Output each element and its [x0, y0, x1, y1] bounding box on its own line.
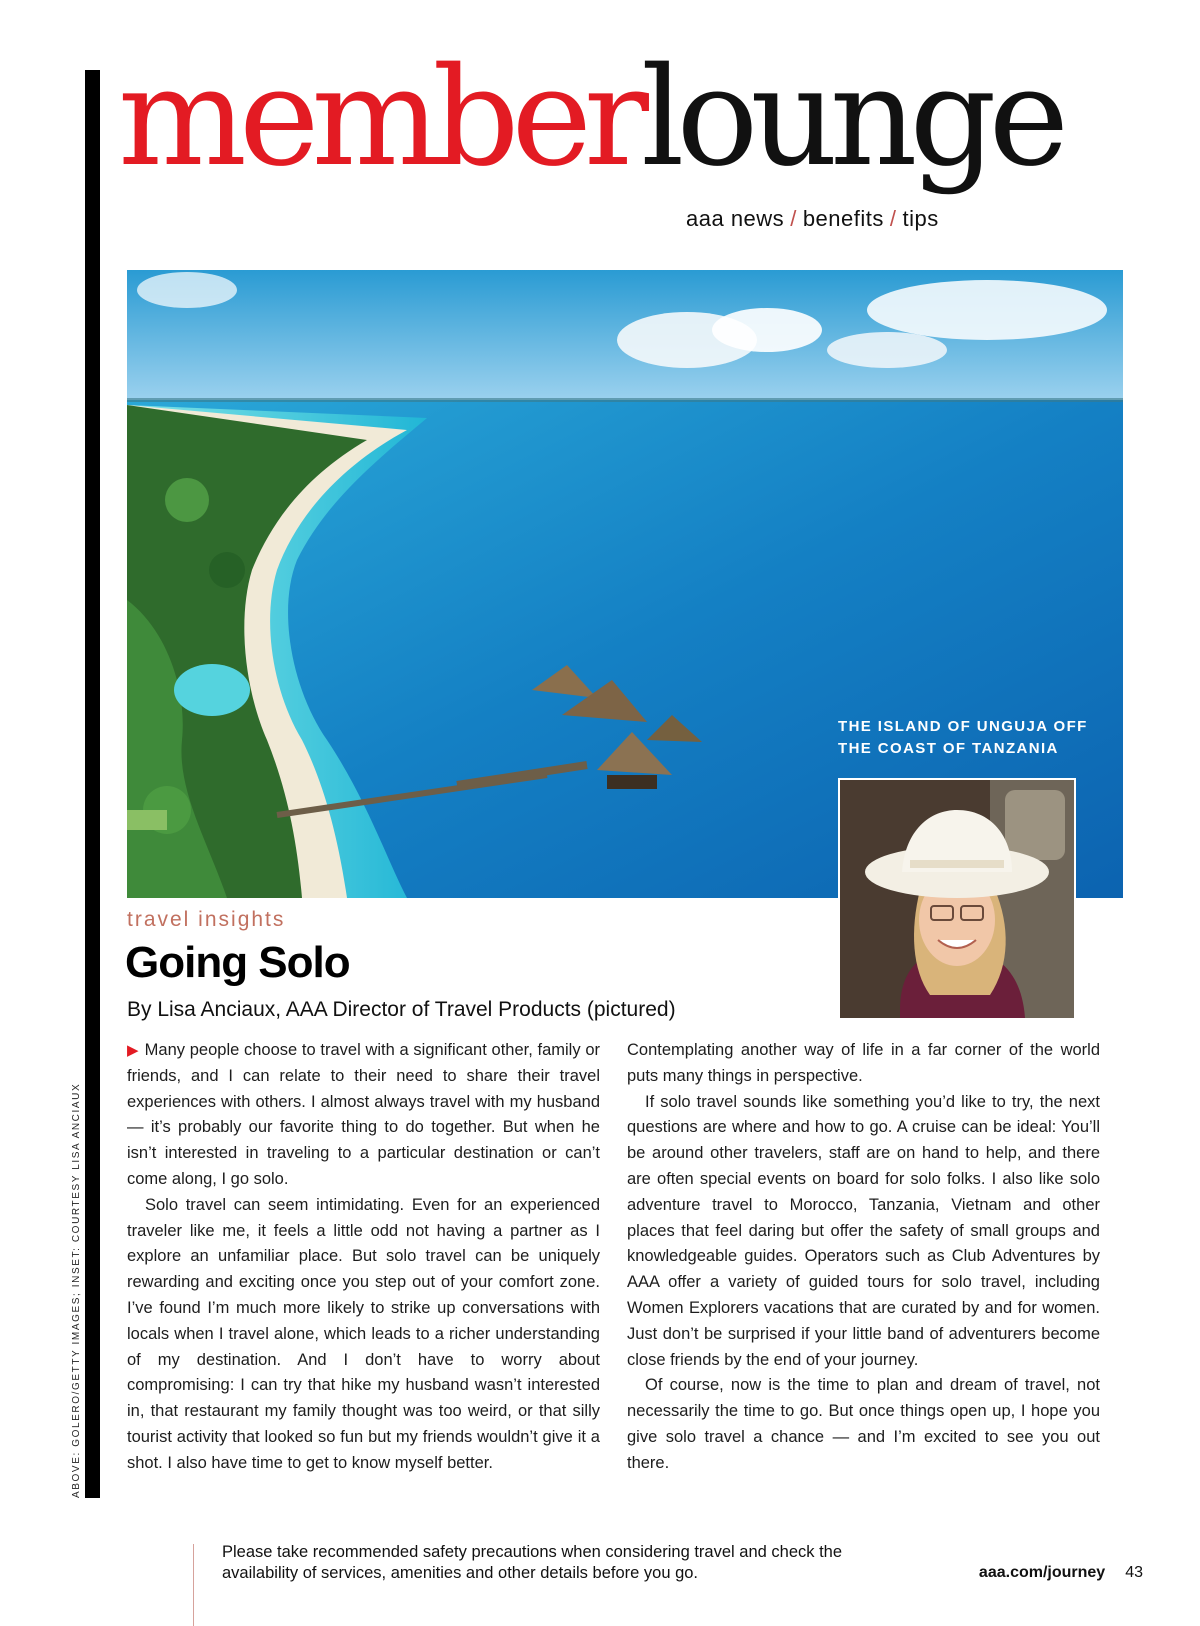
paragraph: If solo travel sounds like something you’d like to try, the next questions are where and how to go. A cruise can be ideal: You’ll be around other travelers, staff are on hand to help, and there are often special events on board for solo folks. I also like solo adventure travel to Morocco, Tanzania, Vietnam and other places that feel daring but offer the safety of small groups and knowledgeable guides. Operators such as Club Adventures by AAA offer a variety of guided tours for solo travel, including Women Explorers vacations that are curated by and for women. Just don’t be surprised if your little band of adventurers become close friends by the end of your journey. — [627, 1092, 1100, 1369]
title-member: member — [118, 39, 641, 197]
article-headline: Going Solo — [125, 938, 350, 987]
footer-url[interactable]: aaa.com/journey — [978, 1564, 1106, 1581]
paragraph — [127, 1038, 600, 1193]
section-subtitle — [686, 206, 939, 232]
author-photo-illustration — [840, 780, 1074, 1018]
article-column-2 — [627, 1038, 1100, 1477]
subtitle-separator: / — [790, 206, 797, 231]
photo-caption: THE ISLAND OF UNGUJA OFF THE COAST OF TANZANIA — [838, 718, 1088, 757]
footnote-rule — [193, 1544, 194, 1626]
section-title — [118, 39, 1062, 197]
article-byline: By Lisa Anciaux, AAA Director of Travel Products (pictured) — [127, 998, 676, 1021]
safety-note: Please take recommended safety precautions when considering travel and check the availability of services, amenities and other details before you go. — [222, 1543, 843, 1582]
article-column-1 — [127, 1038, 600, 1477]
bullet-triangle-icon: ▶ — [127, 1042, 139, 1059]
paragraph: Of course, now is the time to plan and dream of travel, not necessarily the time to go. But once things open up, I hope you give solo travel a chance — and I’m excited to see you out there. — [627, 1376, 1100, 1472]
subtitle-tips: tips — [902, 206, 939, 231]
page-footer — [979, 1564, 1143, 1582]
paragraph: Contemplating another way of life in a far corner of the world puts many things in perspective. — [627, 1041, 1100, 1085]
subtitle-separator: / — [889, 206, 897, 231]
page-number: 43 — [1125, 1564, 1143, 1581]
paragraph-text: Many people choose to travel with a significant other, family or friends, and I can relate to their need to share their travel experiences with others. I almost always travel with my husband — it’s probably our favorite thing to do together. But when he isn’t interested in traveling to a particular destination or can’t come along, I go solo. — [127, 1041, 600, 1188]
vertical-rule — [85, 70, 100, 1498]
article-kicker: travel insights — [127, 908, 286, 931]
subtitle-news: aaa news — [686, 206, 785, 231]
author-portrait — [838, 778, 1076, 1020]
subtitle-benefits: benefits — [802, 206, 884, 231]
paragraph: Solo travel can seem intimidating. Even for an experienced traveler like me, it feels a little odd not having a partner as I explore an unfamiliar place. But solo travel can be uniquely rewarding and exciting once you step out of your comfort zone. I’ve found I’m much more likely to strike up conversations with locals when I travel alone, which leads to a richer understanding of my destination. And I don’t have to worry about compromising: I can try that hike my husband wasn’t interested in, that restaurant my family thought was too weird, or that silly tourist activity that looked so fun but my friends wouldn’t give it a shot. I also have time to get to know myself better. — [127, 1195, 600, 1472]
photo-credit: ABOVE: GOLERO/GETTY IMAGES; INSET: COURTESY LISA ANCIAUX — [71, 1082, 82, 1498]
title-lounge: lounge — [640, 39, 1062, 197]
